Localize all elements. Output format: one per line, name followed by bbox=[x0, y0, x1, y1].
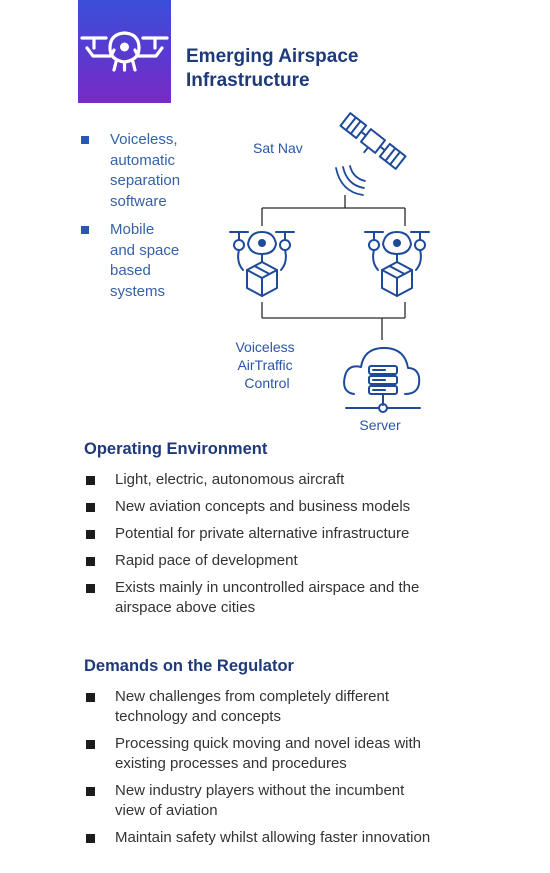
atc-label-line: AirTraffic bbox=[237, 357, 293, 373]
signal-waves-icon bbox=[336, 166, 365, 195]
feature-line: based bbox=[110, 262, 151, 279]
delivery-drone-icon bbox=[365, 232, 429, 296]
bullet-line: Potential for private alternative infrastructure bbox=[115, 525, 410, 542]
demands-on-regulator-heading: Demands on the Regulator bbox=[84, 657, 294, 675]
feature-line: automatic bbox=[110, 151, 176, 169]
list-item bbox=[84, 687, 464, 727]
bullet-square-icon bbox=[86, 834, 95, 843]
list-item bbox=[84, 578, 464, 618]
bullet-square-icon bbox=[86, 787, 95, 796]
bullet-line: Light, electric, autonomous aircraft bbox=[115, 471, 345, 488]
title-line: Emerging Airspace bbox=[186, 46, 359, 67]
feature-line: systems bbox=[110, 282, 166, 300]
bullet-square-icon bbox=[86, 476, 95, 485]
cloud-server-icon bbox=[344, 348, 420, 412]
feature-line: Voiceless, bbox=[110, 131, 178, 148]
bullet-line: New aviation concepts and business models bbox=[115, 498, 411, 515]
atc-label-line: Control bbox=[244, 375, 290, 391]
bullet-line: view of aviation bbox=[115, 802, 218, 819]
bullet-line: airspace above cities bbox=[115, 599, 256, 616]
bullet-square-icon bbox=[86, 557, 95, 566]
bullet-square-icon bbox=[86, 503, 95, 512]
list-item bbox=[84, 524, 464, 544]
atc-label bbox=[235, 339, 298, 391]
bullet-line: Processing quick moving and novel ideas with bbox=[115, 735, 421, 752]
bullet-line: Rapid pace of development bbox=[115, 552, 298, 569]
list-item bbox=[84, 470, 464, 490]
server-label: Server bbox=[359, 417, 401, 433]
bullet-square-icon bbox=[86, 693, 95, 702]
bullet-line: New industry players without the incumbent bbox=[115, 782, 405, 799]
bullet-line: technology and concepts bbox=[115, 708, 281, 725]
list-item bbox=[84, 734, 464, 774]
feature-line: and space bbox=[110, 241, 180, 259]
feature-line: software bbox=[110, 192, 167, 210]
operating-environment-list bbox=[84, 470, 464, 618]
demands-on-regulator-list bbox=[84, 687, 464, 848]
bullet-square-icon bbox=[86, 740, 95, 749]
title-line: Infrastructure bbox=[186, 70, 310, 91]
bullet-square-icon bbox=[86, 530, 95, 539]
satellite-icon bbox=[336, 113, 405, 174]
atc-label-line: Voiceless bbox=[235, 339, 295, 355]
list-item bbox=[84, 551, 464, 571]
sat-nav-label: Sat Nav bbox=[253, 140, 303, 156]
delivery-drone-icon bbox=[230, 232, 294, 296]
list-item bbox=[84, 497, 464, 517]
list-item bbox=[84, 828, 464, 848]
bullet-line: Maintain safety whilst allowing faster innovation bbox=[115, 829, 431, 846]
bullet-square-icon bbox=[86, 584, 95, 593]
list-item bbox=[84, 781, 464, 821]
feature-line: separation bbox=[110, 172, 181, 189]
operating-environment-heading: Operating Environment bbox=[84, 440, 268, 458]
bullet-line: New challenges from completely different bbox=[115, 688, 390, 705]
feature-line: Mobile bbox=[110, 221, 155, 238]
bullet-line: Exists mainly in uncontrolled airspace and the bbox=[115, 579, 420, 596]
bullet-line: existing processes and procedures bbox=[115, 755, 347, 772]
